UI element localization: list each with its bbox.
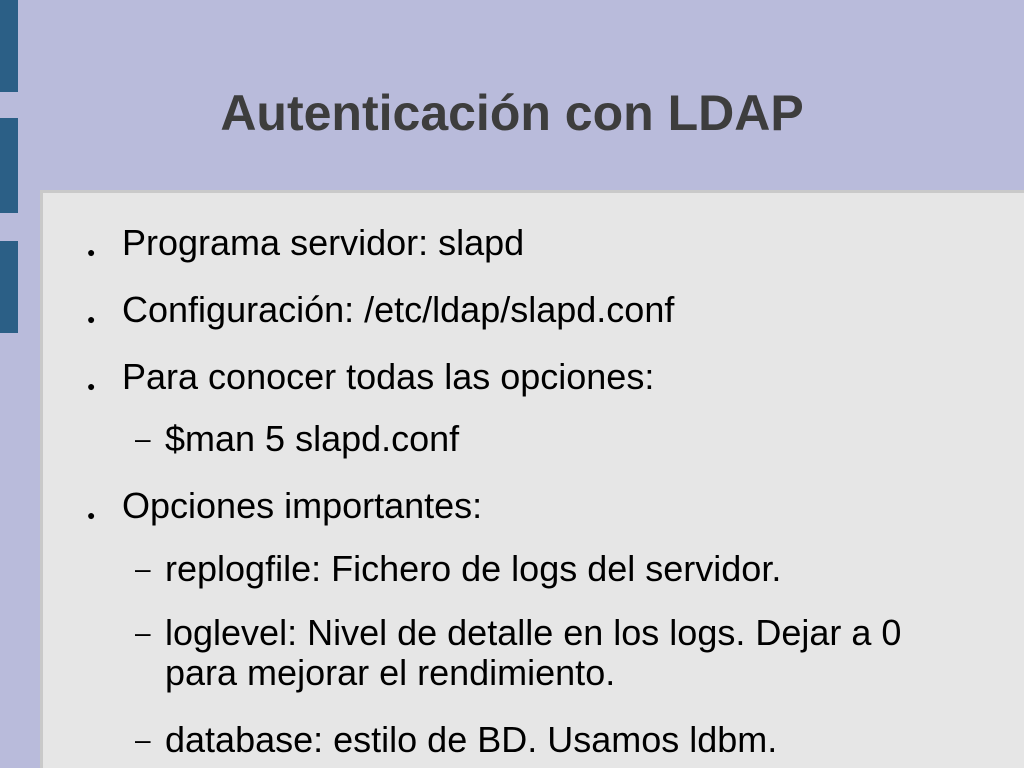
content-panel: [40, 190, 1024, 768]
bullet-icon: ●: [87, 378, 96, 394]
bullet-icon: ●: [87, 507, 96, 523]
accent-bar-top: [0, 0, 18, 92]
accent-bar-bottom: [0, 241, 18, 333]
slide-title: Autenticación con LDAP: [220, 85, 804, 141]
bullet-icon: ●: [87, 244, 96, 260]
dash-icon: –: [135, 724, 151, 755]
bullet-text: Para conocer todas las opciones:: [122, 356, 655, 397]
dash-icon: –: [135, 423, 151, 454]
bullet-text: Configuración: /etc/ldap/slapd.conf: [122, 289, 675, 330]
bullet-text: Opciones importantes:: [122, 485, 483, 526]
dash-icon: –: [135, 617, 151, 648]
bullet-icon: ●: [87, 311, 96, 327]
sub-item-text: database: estilo de BD. Usamos ldbm.: [165, 719, 778, 760]
sub-item-text: replogfile: Fichero de logs del servidor.: [165, 548, 782, 589]
sub-item-text: loglevel: Nivel de detalle en los logs. Dejar a 0 para mejorar el rendimiento.: [165, 612, 902, 693]
sub-item-text: $man 5 slapd.conf: [165, 418, 460, 459]
dash-icon: –: [135, 553, 151, 584]
bullet-text: Programa servidor: slapd: [122, 222, 525, 263]
